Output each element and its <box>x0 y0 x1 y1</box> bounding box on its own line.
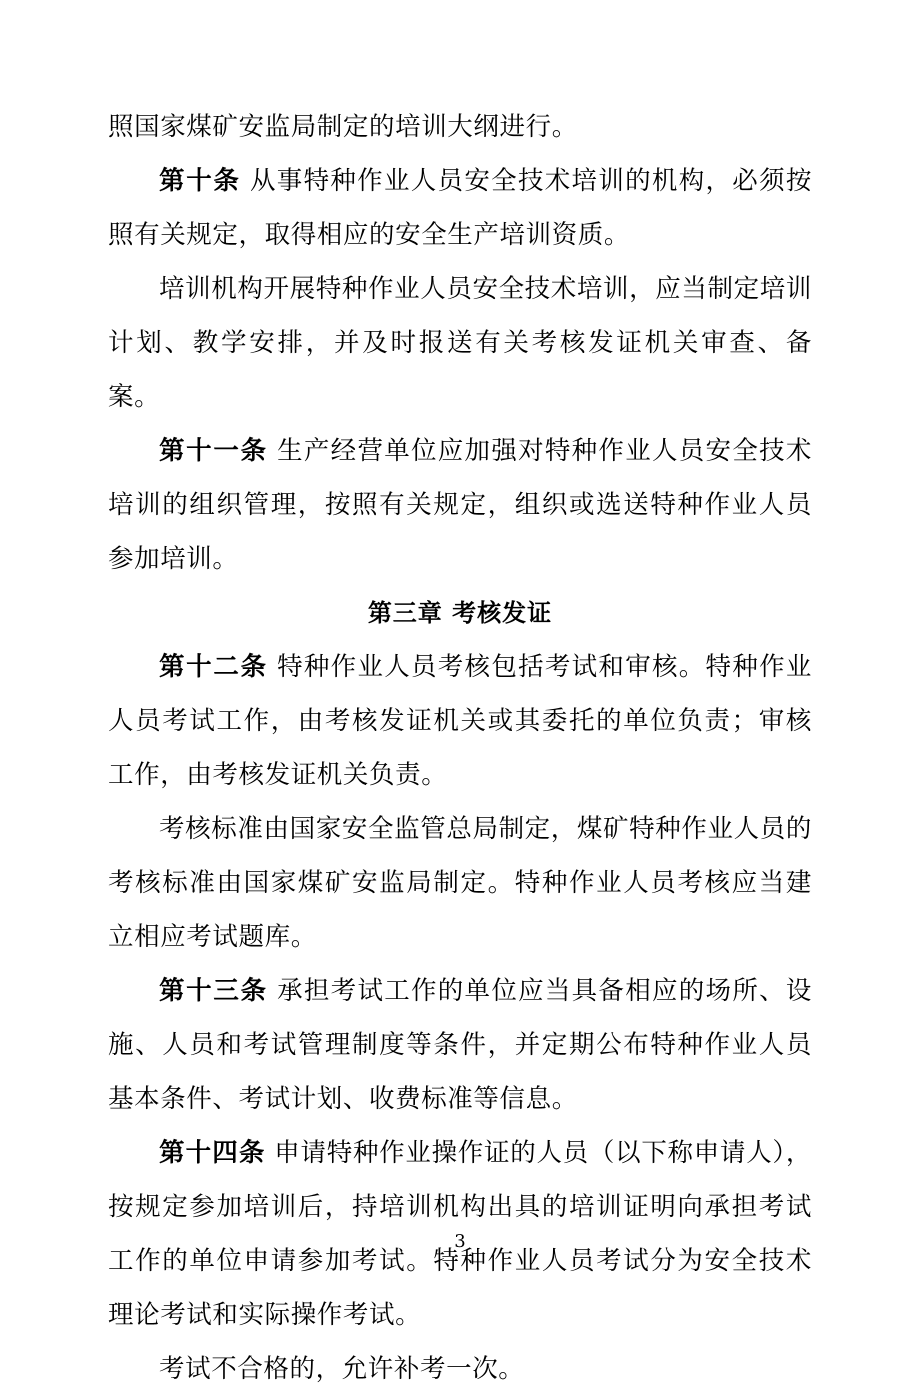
article-eleven-text: 生产经营单位应加强对特种作业人员安全技术培训的组织管理，按照有关规定，组织或选送特种作业人员参加培训。 <box>108 436 812 574</box>
article-eleven-label: 第十一条 <box>159 436 268 466</box>
article-ten <box>108 154 812 262</box>
article-thirteen <box>108 964 812 1126</box>
article-fourteen-text: 申请特种作业操作证的人员（以下称申请人），按规定参加培训后，持培训机构出具的培训证明向承担考试工作的单位申请参加考试。特种作业人员考试分为安全技术理论考试和实际操作考试。 <box>108 1138 812 1330</box>
article-thirteen-text: 承担考试工作的单位应当具备相应的场所、设施、人员和考试管理制度等条件，并定期公布特种作业人员基本条件、考试计划、收费标准等信息。 <box>108 976 812 1114</box>
paragraph-article-fourteen-second: 考试不合格的，允许补考一次。 <box>159 1354 525 1384</box>
paragraph-article-ten-second: 培训机构开展特种作业人员安全技术培训，应当制定培训计划、教学安排，并及时报送有关考核发证机关审查、备案。 <box>108 274 812 412</box>
paragraph-continuation-article-nine: 照国家煤矿安监局制定的培训大纲进行。 <box>108 112 578 142</box>
article-fourteen-label: 第十四条 <box>159 1138 266 1168</box>
article-thirteen-label: 第十三条 <box>159 976 268 1006</box>
chapter-three-heading: 第三章 考核发证 <box>367 599 553 627</box>
article-eleven <box>108 424 812 586</box>
article-ten-text: 从事特种作业人员安全技术培训的机构，必须按照有关规定，取得相应的安全生产培训资质。 <box>108 166 812 250</box>
article-ten-label: 第十条 <box>159 166 241 196</box>
page-number: 3 <box>454 1231 466 1252</box>
article-twelve-text: 特种作业人员考核包括考试和审核。特种作业人员考试工作，由考核发证机关或其委托的单位负责；审核工作，由考核发证机关负责。 <box>108 652 812 790</box>
article-twelve <box>108 640 812 802</box>
paragraph-article-twelve-second: 考核标准由国家安全监管总局制定，煤矿特种作业人员的考核标准由国家煤矿安监局制定。特种作业人员考核应当建立相应考试题库。 <box>108 814 812 952</box>
document-body <box>108 100 812 1396</box>
article-twelve-label: 第十二条 <box>159 652 268 682</box>
